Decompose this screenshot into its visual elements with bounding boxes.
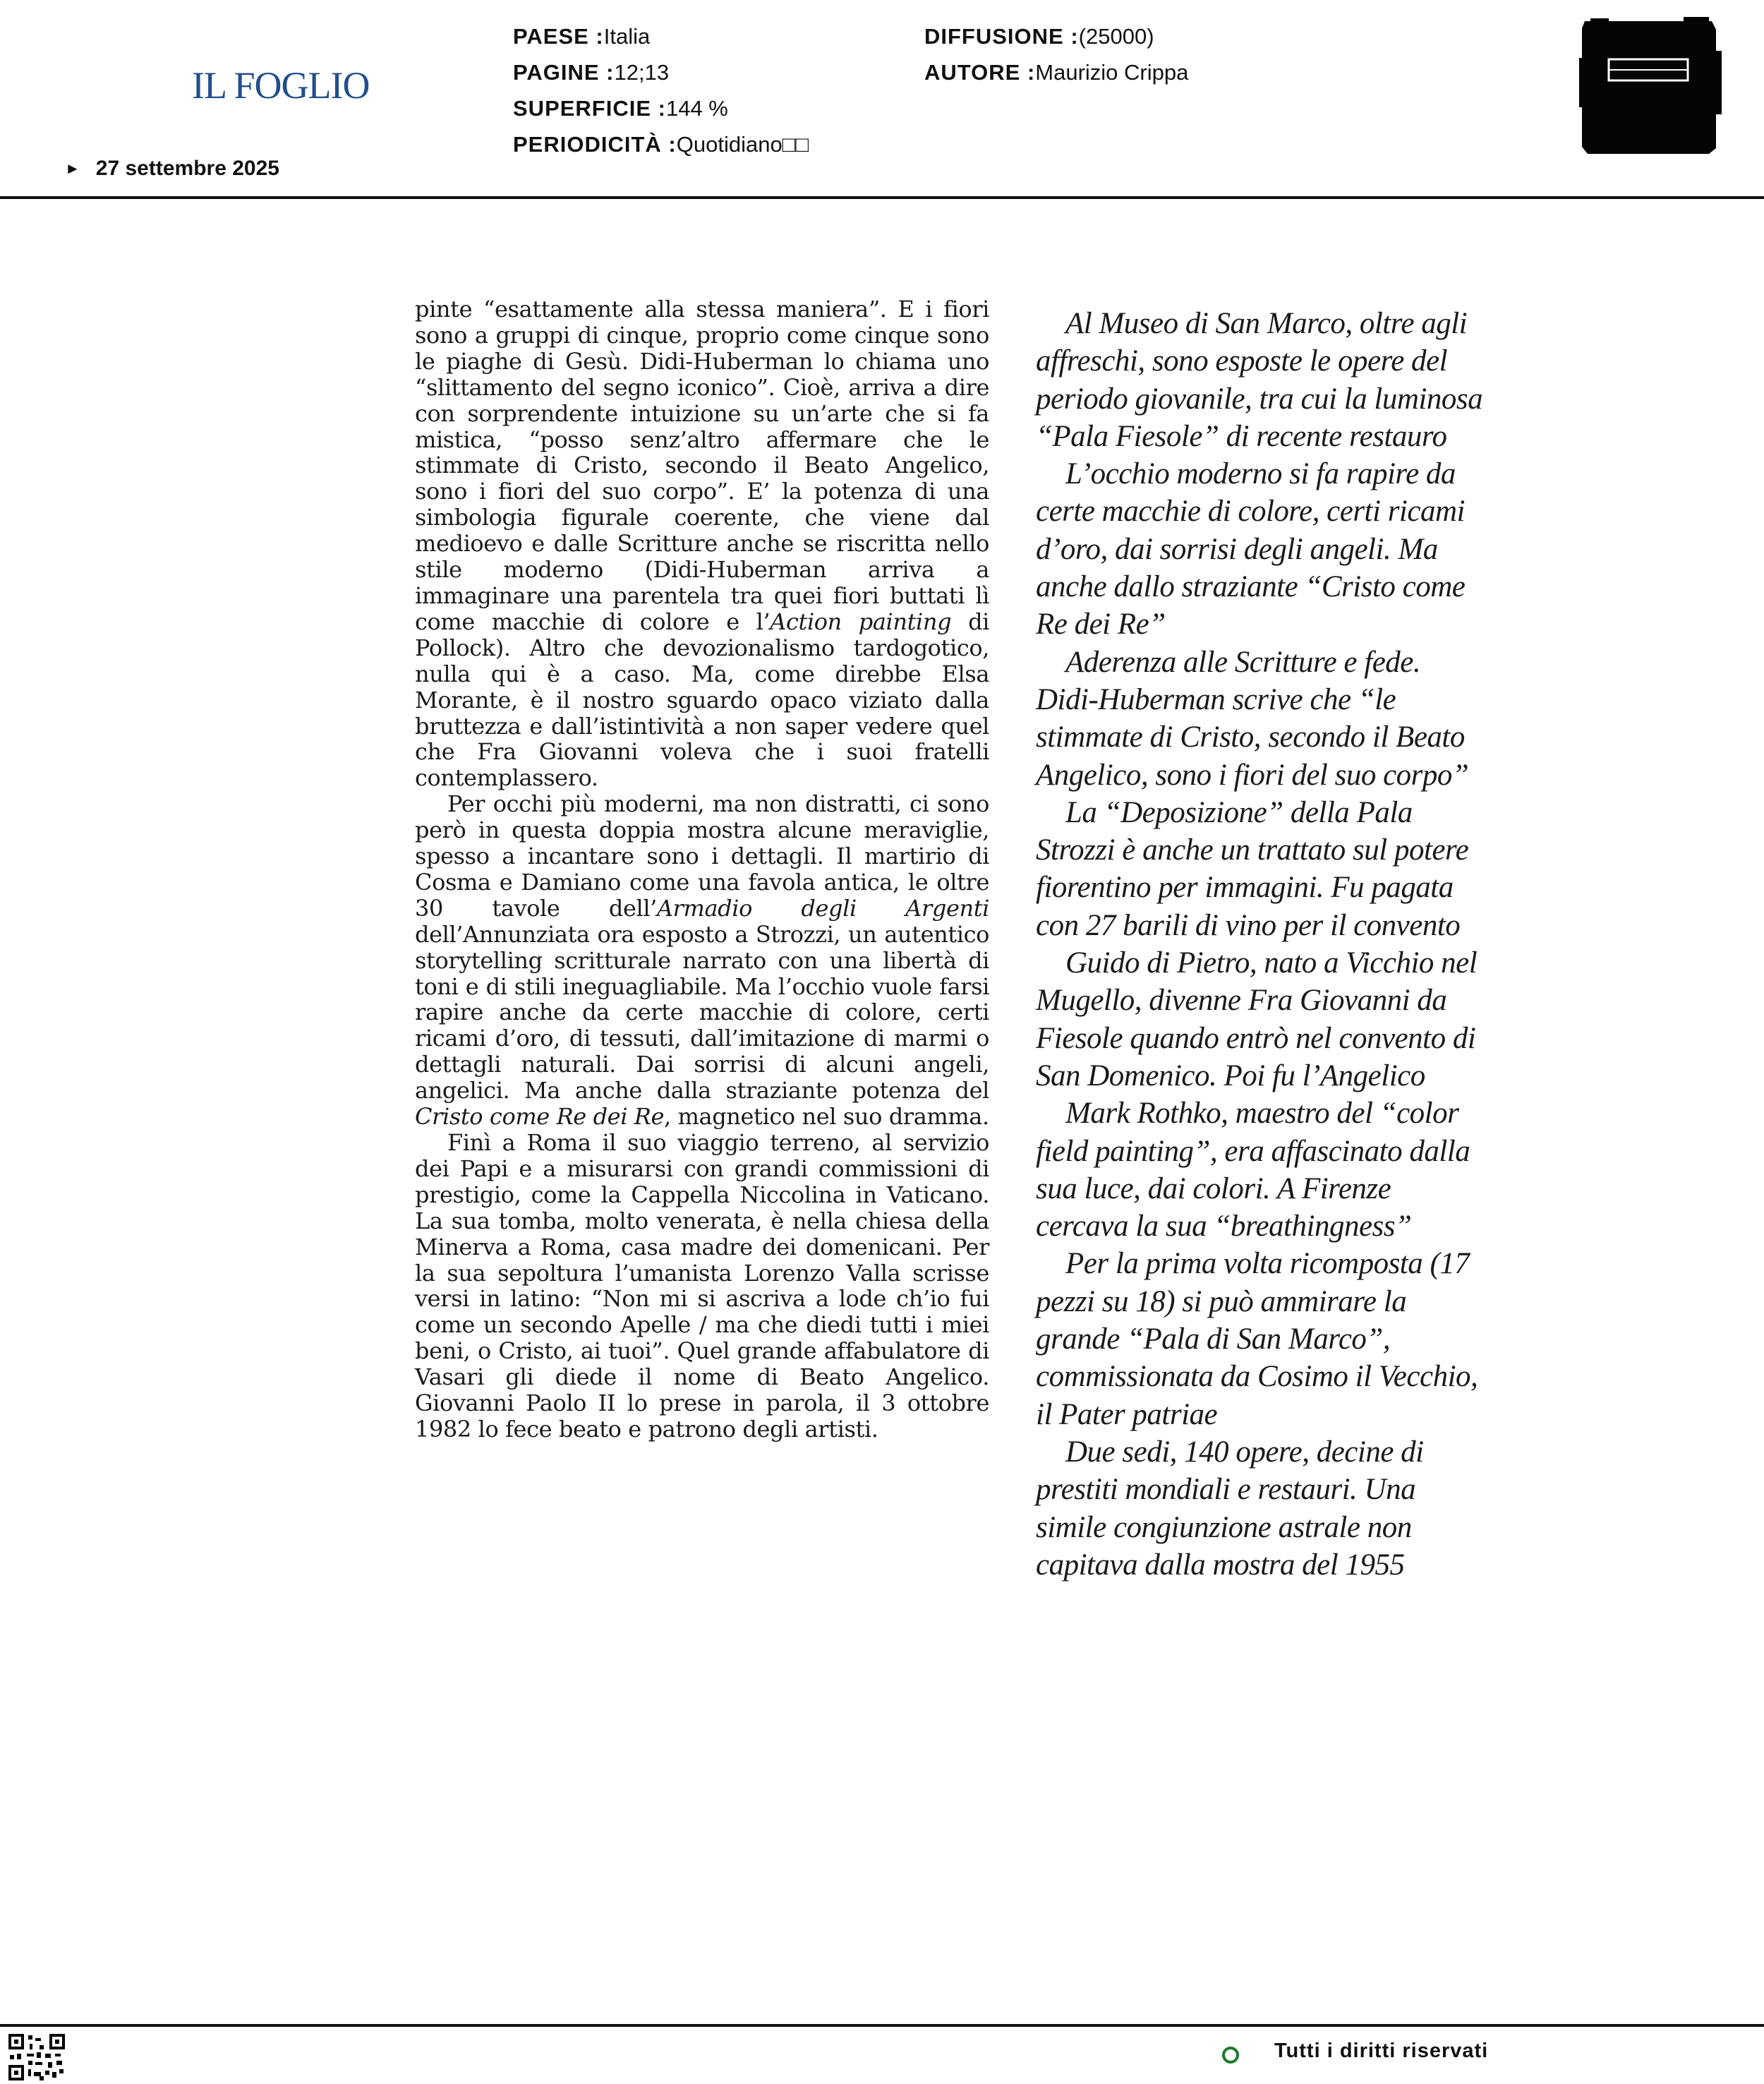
circle-icon <box>1222 2047 1239 2064</box>
redacted-stamp-icon <box>1578 16 1723 157</box>
footer-divider <box>0 2024 1764 2027</box>
article-paragraph: pinte “esattamente alla stessa maniera”. E i fiori sono a gruppi di cinque, proprio come cinque sono le piaghe di Gesù. Didi-Huberman lo chiama uno “slittamento del segno iconico”. Cioè, arriva a dire con sorprendente intuizione su un’arte che si fa mistica, “posso senz’altro affermare che le stimmate di Cristo, secondo il Beato Angelico, sono i fiori del suo corpo”. E’ la potenza di una simbologia figurale coerente, che viene dal medioevo e dalle Scritture anche se riscritta nello stile moderno (Didi-Huberman arriva a immaginare una parentela tra quei fiori buttati lì come macchie di colore e l’Action painting di Pollock). Altro che devozionalismo tardogotico, nulla qui è a caso. Ma, come direbbe Elsa Morante, è il nostro sguardo opaco viziato dalla bruttezza e dall’istintività a non saper vedere quel che Fra Giovanni voleva che i suoi fratelli contemplassero. <box>415 296 989 792</box>
caption: Due sedi, 140 opere, decine di prestiti mondiali e restauri. Una simile congiunzione astrale non capitava dalla mostra del 1955 <box>1036 1435 1424 1582</box>
triangle-right-icon: ► <box>65 159 80 177</box>
caption: La “Deposizione” della Pala Strozzi è anche un trattato sul potere fiorentino per immagini. Fu pagata con 27 barili di vino per il convento <box>1036 795 1469 942</box>
caption: Mark Rothko, maestro del “color field painting”, era affascinato dalla sua luce, dai colori. A Firenze cercava la sua “breathingness” <box>1036 1097 1470 1243</box>
metadata-left <box>513 18 809 162</box>
caption: Per la prima volta ricomposta (17 pezzi su 18) si può ammirare la grande “Pala di San Marco”, commissionata da Cosimo il Vecchio, il Pater patriae <box>1036 1247 1478 1431</box>
publication-date-text: 27 settembre 2025 <box>95 157 279 180</box>
metadata-right <box>924 18 1188 90</box>
meta-superficie: SUPERFICIE :144 % <box>513 96 728 121</box>
captions-column <box>1036 305 1486 1584</box>
caption: Al Museo di San Marco, oltre agli affreschi, sono esposte le opere del periodo giovanile, tra cui la luminosa “Pala Fiesole” di recente restauro <box>1036 307 1483 453</box>
article-paragraph: Per occhi più moderni, ma non distratti, ci sono però in questa doppia mostra alcune meraviglie, spesso a incantare sono i dettagli. Il martirio di Cosma e Damiano come una favola antica, le oltre 30 tavole dell’Armadio degli Argenti dell’Annunziata ora esposto a Strozzi, un autentico storytelling scritturale narrato con una libertà di toni e di stili ineguagliabile. Ma l’occhio vuole farsi rapire anche da certe macchie di colore, certi ricami d’oro, di tessuti, dall’imitazione di marmi o dettagli naturali. Dai sorrisi di alcuni angeli, angelici. Ma anche dalla straziante potenza del Cristo come Re dei Re, magnetico nel suo dramma. <box>415 790 989 1131</box>
caption: Guido di Pietro, nato a Vicchio nel Mugello, divenne Fra Giovanni da Fiesole quando entrò nel convento di San Domenico. Poi fu l’Angelico <box>1036 946 1478 1092</box>
rights-notice: Tutti i diritti riservati <box>1274 2040 1489 2062</box>
article-body-column <box>415 296 989 1442</box>
article-paragraph: Finì a Roma il suo viaggio terreno, al servizio dei Papi e a misurarsi con grandi commissioni di prestigio, come la Cappella Niccolina in Vaticano. La sua tomba, molto venerata, è nella chiesa della Minerva a Roma, casa madre dei domenicani. Per la sua sepoltura l’umanista Lorenzo Valla scrisse versi in latino: “Non mi si ascriva a lode ch’io fui come un secondo Apelle / ma che diedi tutti i miei beni, o Cristo, ai tuoi”. Quel grande affabulatore di Vasari gli diede il nome di Beato Angelico. Giovanni Paolo II lo prese in parola, il 3 ottobre 1982 lo fece beato e patrono degli artisti. <box>415 1129 989 1442</box>
publication-date <box>65 157 279 181</box>
qr-code-icon <box>8 2034 65 2080</box>
caption: L’occhio moderno si fa rapire da certe macchie di colore, certi ricami d’oro, dai sorrisi degli angeli. Ma anche dallo straziante “Cristo come Re dei Re” <box>1036 457 1466 642</box>
meta-autore: AUTORE :Maurizio Crippa <box>924 60 1189 85</box>
meta-pagine: PAGINE :12;13 <box>513 60 670 85</box>
meta-diffusione: DIFFUSIONE :(25000) <box>924 24 1154 49</box>
header-divider <box>0 196 1764 199</box>
meta-periodicita: PERIODICITÀ :Quotidiano□□ <box>513 132 809 157</box>
meta-paese: PAESE :Italia <box>513 24 651 49</box>
caption: Aderenza alle Scritture e fede. Didi-Huberman scrive che “le stimmate di Cristo, secondo il Beato Angelico, sono i fiori del suo corpo” <box>1036 645 1469 792</box>
newspaper-logo: IL FOGLIO <box>192 64 370 107</box>
